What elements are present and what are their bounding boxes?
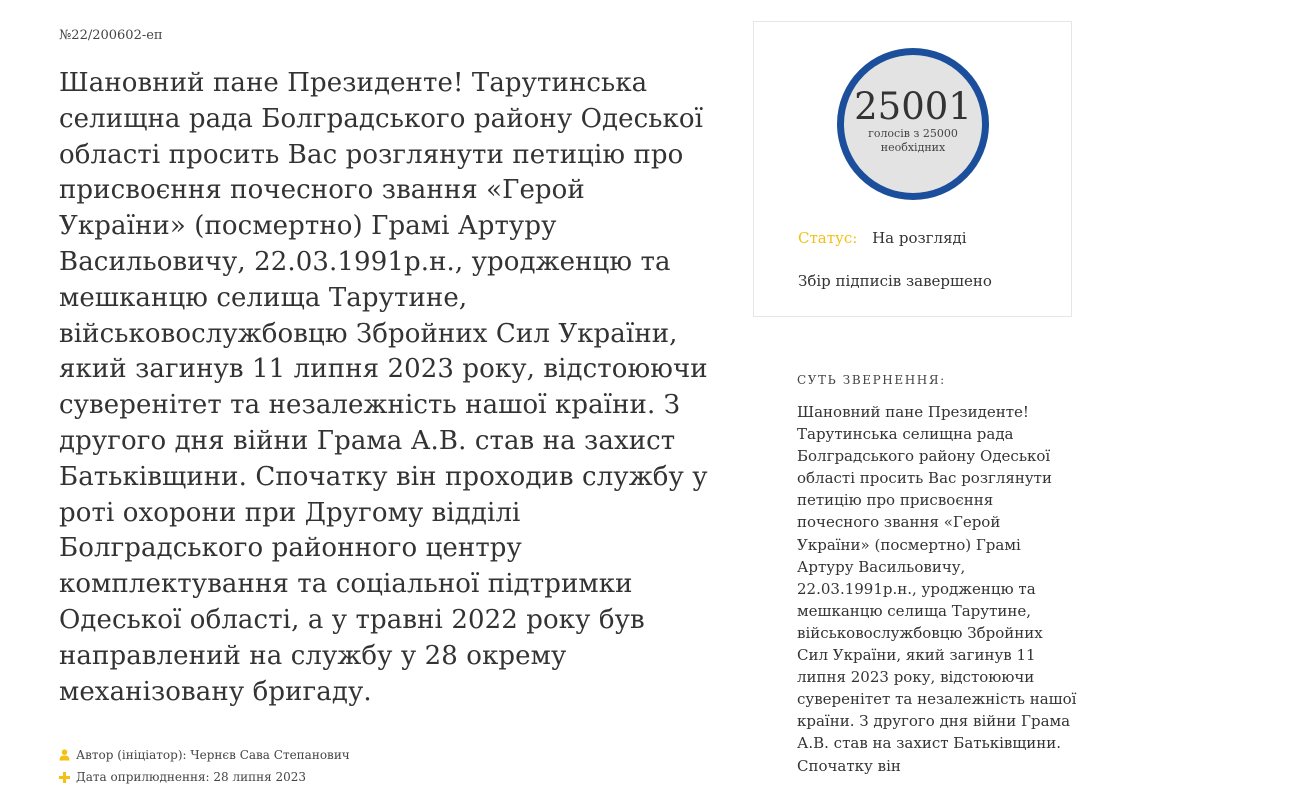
summary-text: Шановний пане Президенте! Тарутинська селищна рада Болградського району Одеської області просить Вас розглянути петицію про присвоєння почесного звання «Герой України» (посмертно) Грамі Артуру Васильовичу, 22.03.1991р.н., уродженцю та мешканцю селища Тарутине, військовослужбовцю Збройних Сил України, який загинув 11 липня 2023 року, відстоюючи суверенітет та незалежність нашої країни. З другого дня війни Грама А.В. став на захист Батьківщини. Спочатку він [797,403,1077,775]
user-icon [59,749,76,761]
vote-circle-inner [844,55,982,193]
vote-count: 25001 [854,85,972,128]
status-value: На розгляді [872,229,967,247]
petition-sidebar [753,21,1077,777]
vote-box [753,21,1072,317]
petition-number: №22/200602-еп [59,28,163,43]
plus-icon [59,772,76,783]
petition-text: Шановний пане Президенте! Тарутинська селищна рада Болградського району Одеської області просить Вас розглянути петицію про присвоєння почесного звання «Герой України» (посмертно) Грамі Артуру Васильовичу, 22.03.1991р.н., уродженцю та мешканцю селища Тарутине, військовослужбовцю Збройних Сил України, який загинув 11 липня 2023 року, відстоюючи суверенітет та незалежність нашої країни. З другого дня війни Грама А.В. став на захист Батьківщини. Спочатку він проходив службу у роті охорони при Другому відділі Болградського районного центру комплектування та соціальної підтримки Одеської області, а у травні 2022 року був направлений на службу у 28 окрему механізовану бригаду. [59,68,708,707]
status-label: Статус: [798,229,858,247]
published-text: Дата оприлюднення: 28 липня 2023 [76,770,307,785]
status-row [798,228,967,248]
author-row [59,744,709,766]
petition-meta [59,744,709,788]
author-text: Автор (ініціатор): Чернєв Сава Степанович [76,748,350,763]
vote-progress-circle [837,48,989,200]
vote-caption: голосів з 25000 необхідних [868,127,958,154]
summary-heading: СУТЬ ЗВЕРНЕННЯ: [797,373,946,387]
collection-status: Збір підписів завершено [798,272,992,290]
petition-main [59,26,709,788]
published-row [59,766,709,788]
